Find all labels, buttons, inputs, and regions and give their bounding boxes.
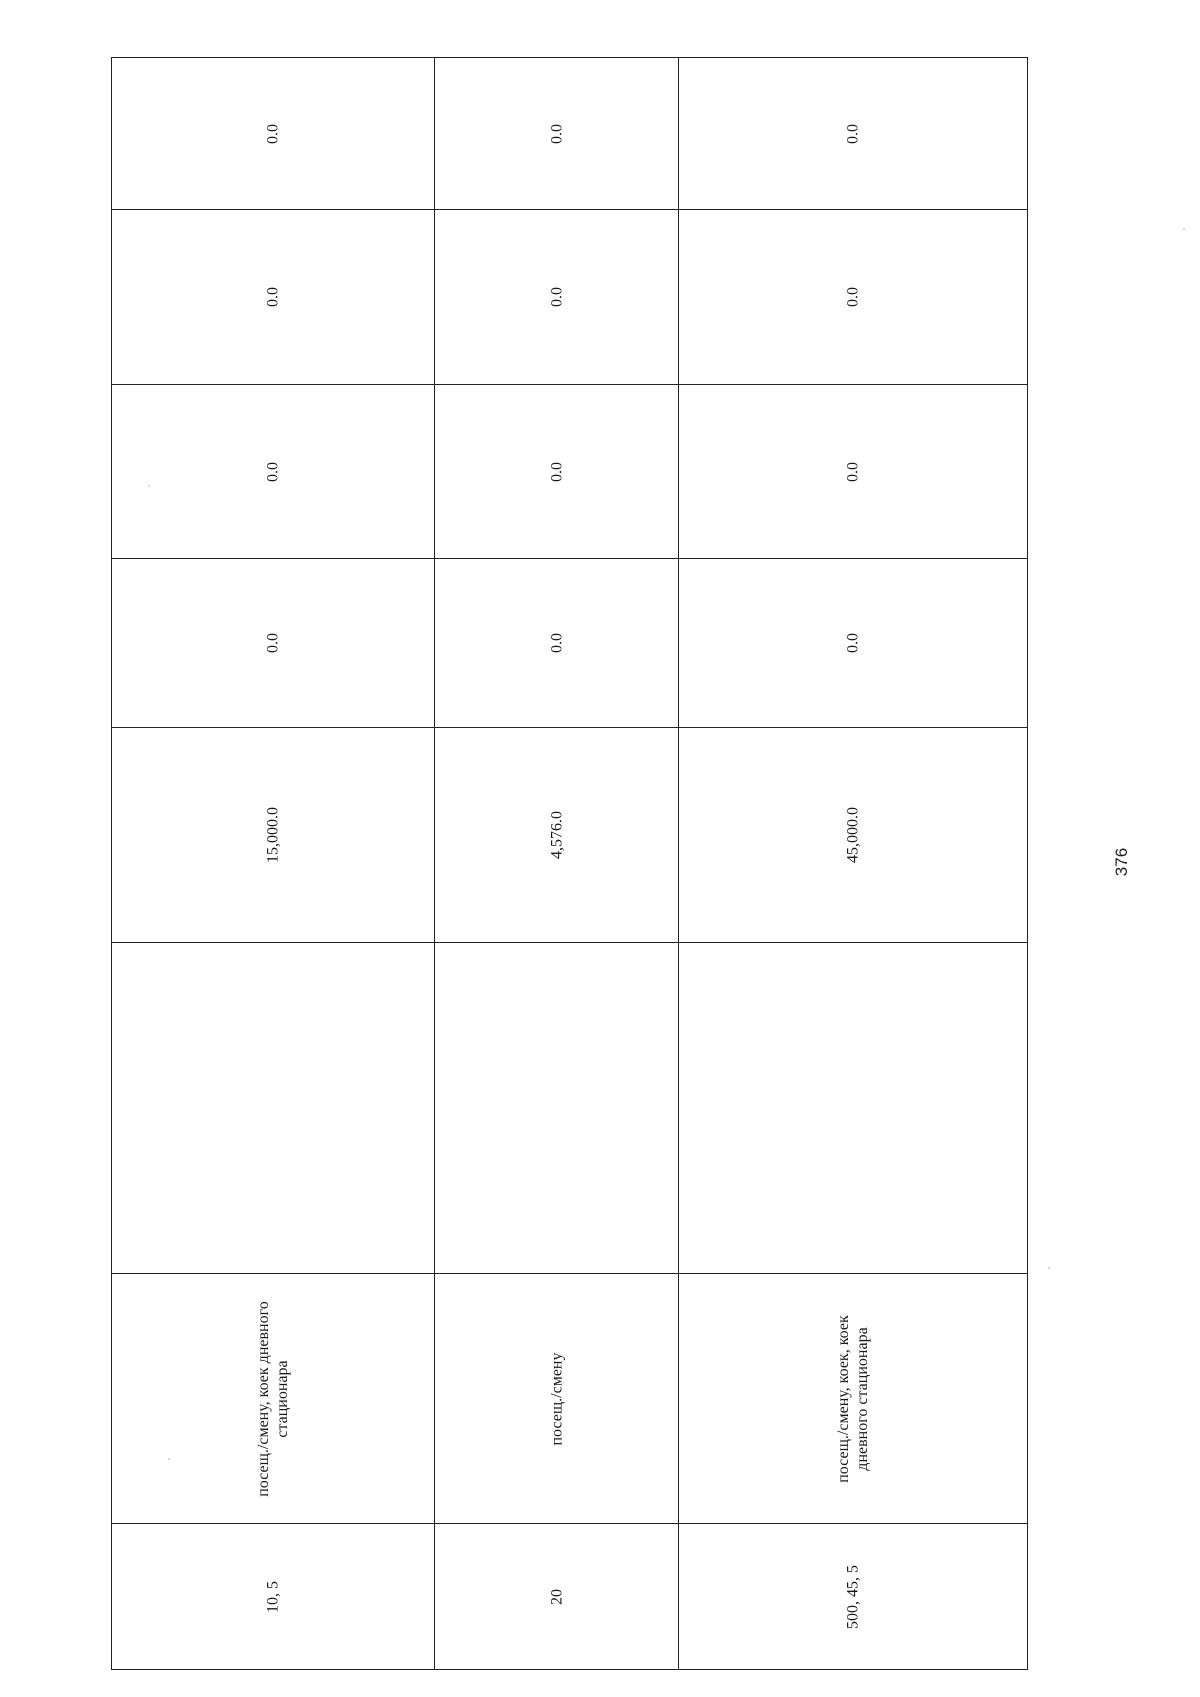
table-cell — [112, 559, 435, 728]
data-table-container — [111, 57, 1027, 1669]
table-cell — [112, 943, 435, 1274]
table-cell — [112, 728, 435, 943]
page-number: 376 — [1112, 847, 1131, 877]
cell-value: 0.0 — [548, 123, 565, 144]
table-cell — [435, 1524, 679, 1670]
table-cell — [435, 58, 679, 210]
table-row — [112, 1524, 1028, 1670]
table-cell — [679, 1524, 1028, 1670]
table-cell — [679, 210, 1028, 385]
table-cell — [112, 58, 435, 210]
cell-value: 0.0 — [264, 123, 282, 144]
cell-value: 0.0 — [548, 287, 565, 307]
cell-value: 0.0 — [844, 287, 862, 307]
scan-speck — [168, 1458, 170, 1460]
table-row — [112, 559, 1028, 728]
cell-value: 0.0 — [264, 287, 282, 307]
cell-value: 0.0 — [264, 633, 282, 653]
table-cell — [112, 1274, 435, 1524]
table-cell — [679, 943, 1028, 1274]
cell-value: посещ./смену, коек дневного стационара — [255, 1300, 291, 1497]
cell-value: 0.0 — [548, 461, 565, 482]
cell-value: 15,000.0 — [264, 807, 282, 863]
table-cell — [679, 385, 1028, 559]
cell-value: 0.0 — [264, 461, 282, 482]
table-cell — [679, 58, 1028, 210]
scan-speck — [148, 485, 150, 487]
table-cell — [679, 1274, 1028, 1524]
cell-value: посещ./смену — [548, 1352, 565, 1446]
table-row — [112, 58, 1028, 210]
table-row — [112, 1274, 1028, 1524]
table-cell — [435, 559, 679, 728]
table-cell — [112, 385, 435, 559]
cell-value: 20 — [548, 1588, 565, 1605]
cell-value: посещ./смену, коек, коек дневного стационара — [835, 1314, 871, 1483]
cell-value: 0.0 — [844, 461, 862, 482]
cell-value: 0.0 — [548, 633, 565, 653]
table-cell — [112, 1524, 435, 1670]
table-cell — [435, 943, 679, 1274]
table-cell — [435, 385, 679, 559]
scan-speck — [1048, 1267, 1050, 1269]
data-table — [111, 57, 1028, 1670]
cell-value: 0.0 — [844, 123, 862, 144]
table-cell — [435, 210, 679, 385]
table-cell — [679, 728, 1028, 943]
table-cell — [112, 210, 435, 385]
cell-value: 500, 45, 5 — [844, 1564, 862, 1629]
table-row — [112, 943, 1028, 1274]
table-row — [112, 385, 1028, 559]
scan-speck — [1183, 228, 1185, 230]
table-cell — [435, 728, 679, 943]
cell-value: 45,000.0 — [844, 807, 862, 863]
table-cell — [679, 559, 1028, 728]
cell-value: 0.0 — [844, 633, 862, 653]
cell-value: 4,576.0 — [548, 811, 565, 859]
table-row — [112, 210, 1028, 385]
table-cell — [435, 1274, 679, 1524]
cell-value: 10, 5 — [264, 1580, 282, 1613]
table-row — [112, 728, 1028, 943]
